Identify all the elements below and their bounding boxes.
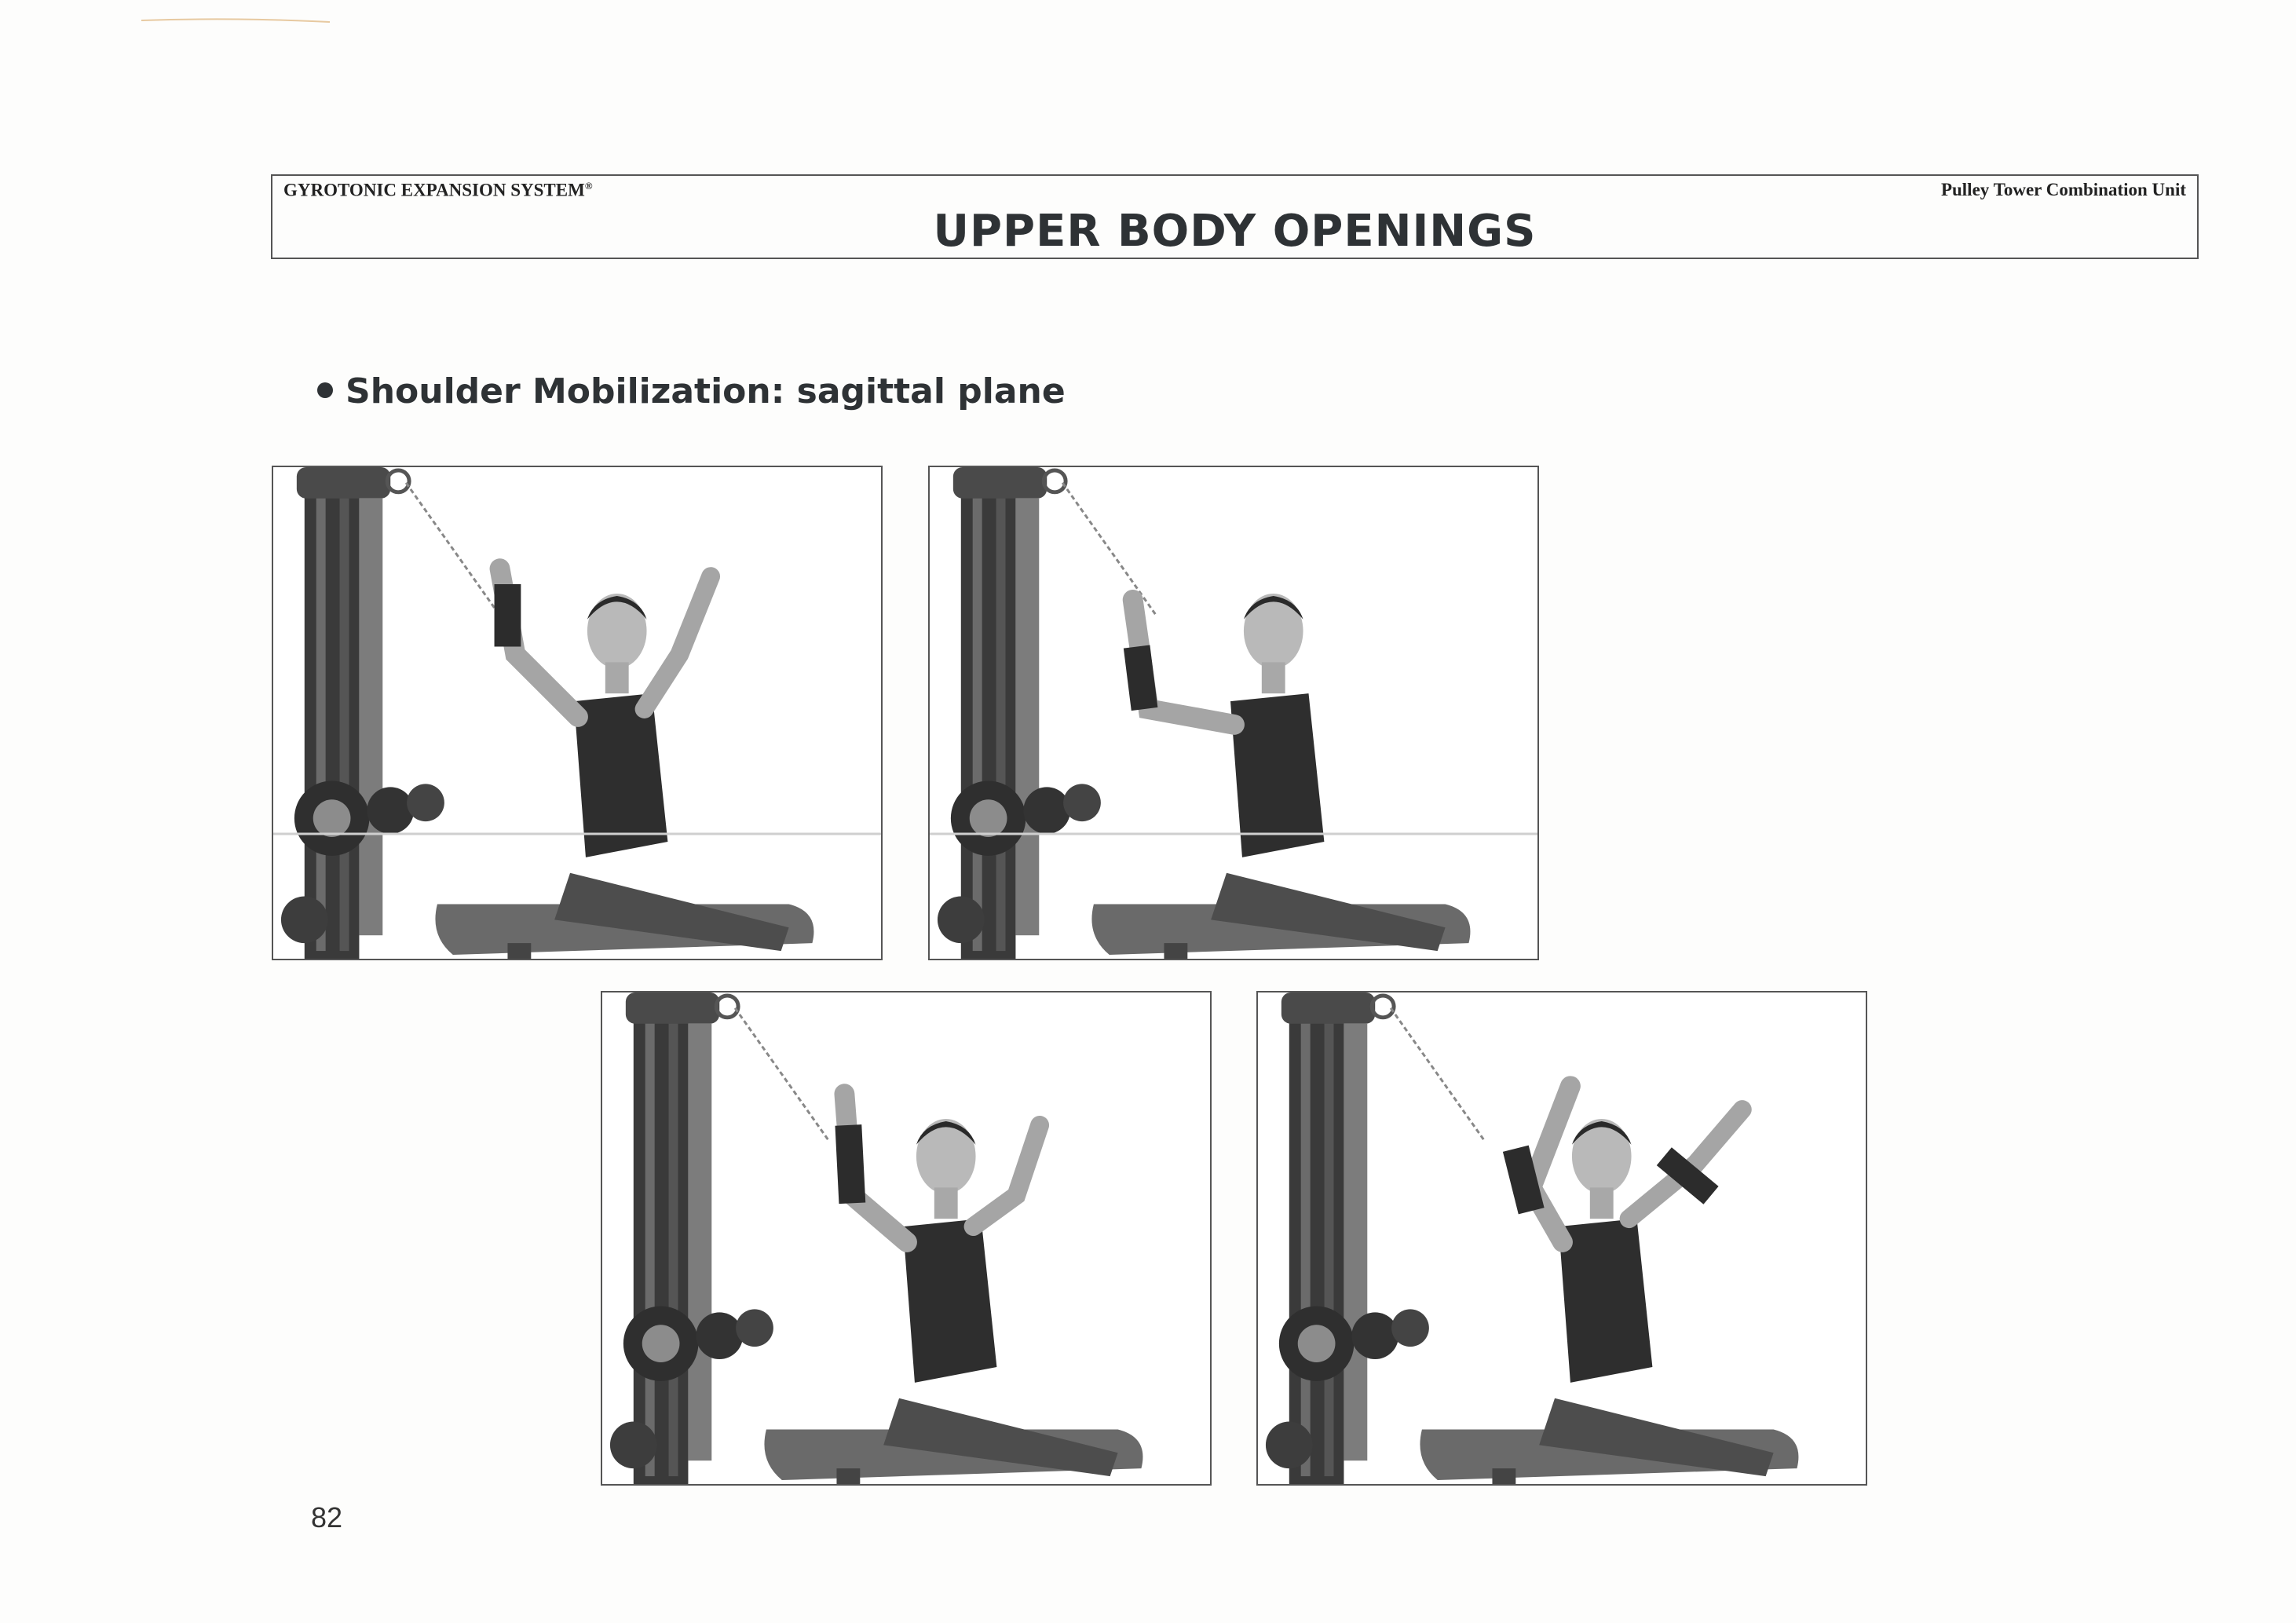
registered-mark: ® — [584, 180, 593, 192]
unit-name: Pulley Tower Combination Unit — [1940, 180, 2186, 199]
brand-name: GYROTONIC EXPANSION SYSTEM® — [283, 180, 593, 200]
page-number: 82 — [311, 1501, 343, 1533]
exercise-photo-illustration — [273, 467, 881, 959]
exercise-photo-illustration — [1258, 992, 1866, 1484]
photo-1 — [272, 466, 883, 960]
photo-4 — [1256, 991, 1867, 1486]
page-title: UPPER BODY OPENINGS — [933, 206, 1537, 257]
photo-2 — [928, 466, 1539, 960]
exercise-photo-illustration — [602, 992, 1210, 1484]
header-box — [271, 174, 2199, 259]
bullet-icon — [317, 382, 333, 398]
photo-3 — [601, 991, 1212, 1486]
exercise-photo-illustration — [930, 467, 1537, 959]
scan-artifact — [141, 16, 330, 25]
section-heading — [317, 371, 1066, 411]
section-heading-text: Shoulder Mobilization: sagittal plane — [345, 371, 1066, 411]
